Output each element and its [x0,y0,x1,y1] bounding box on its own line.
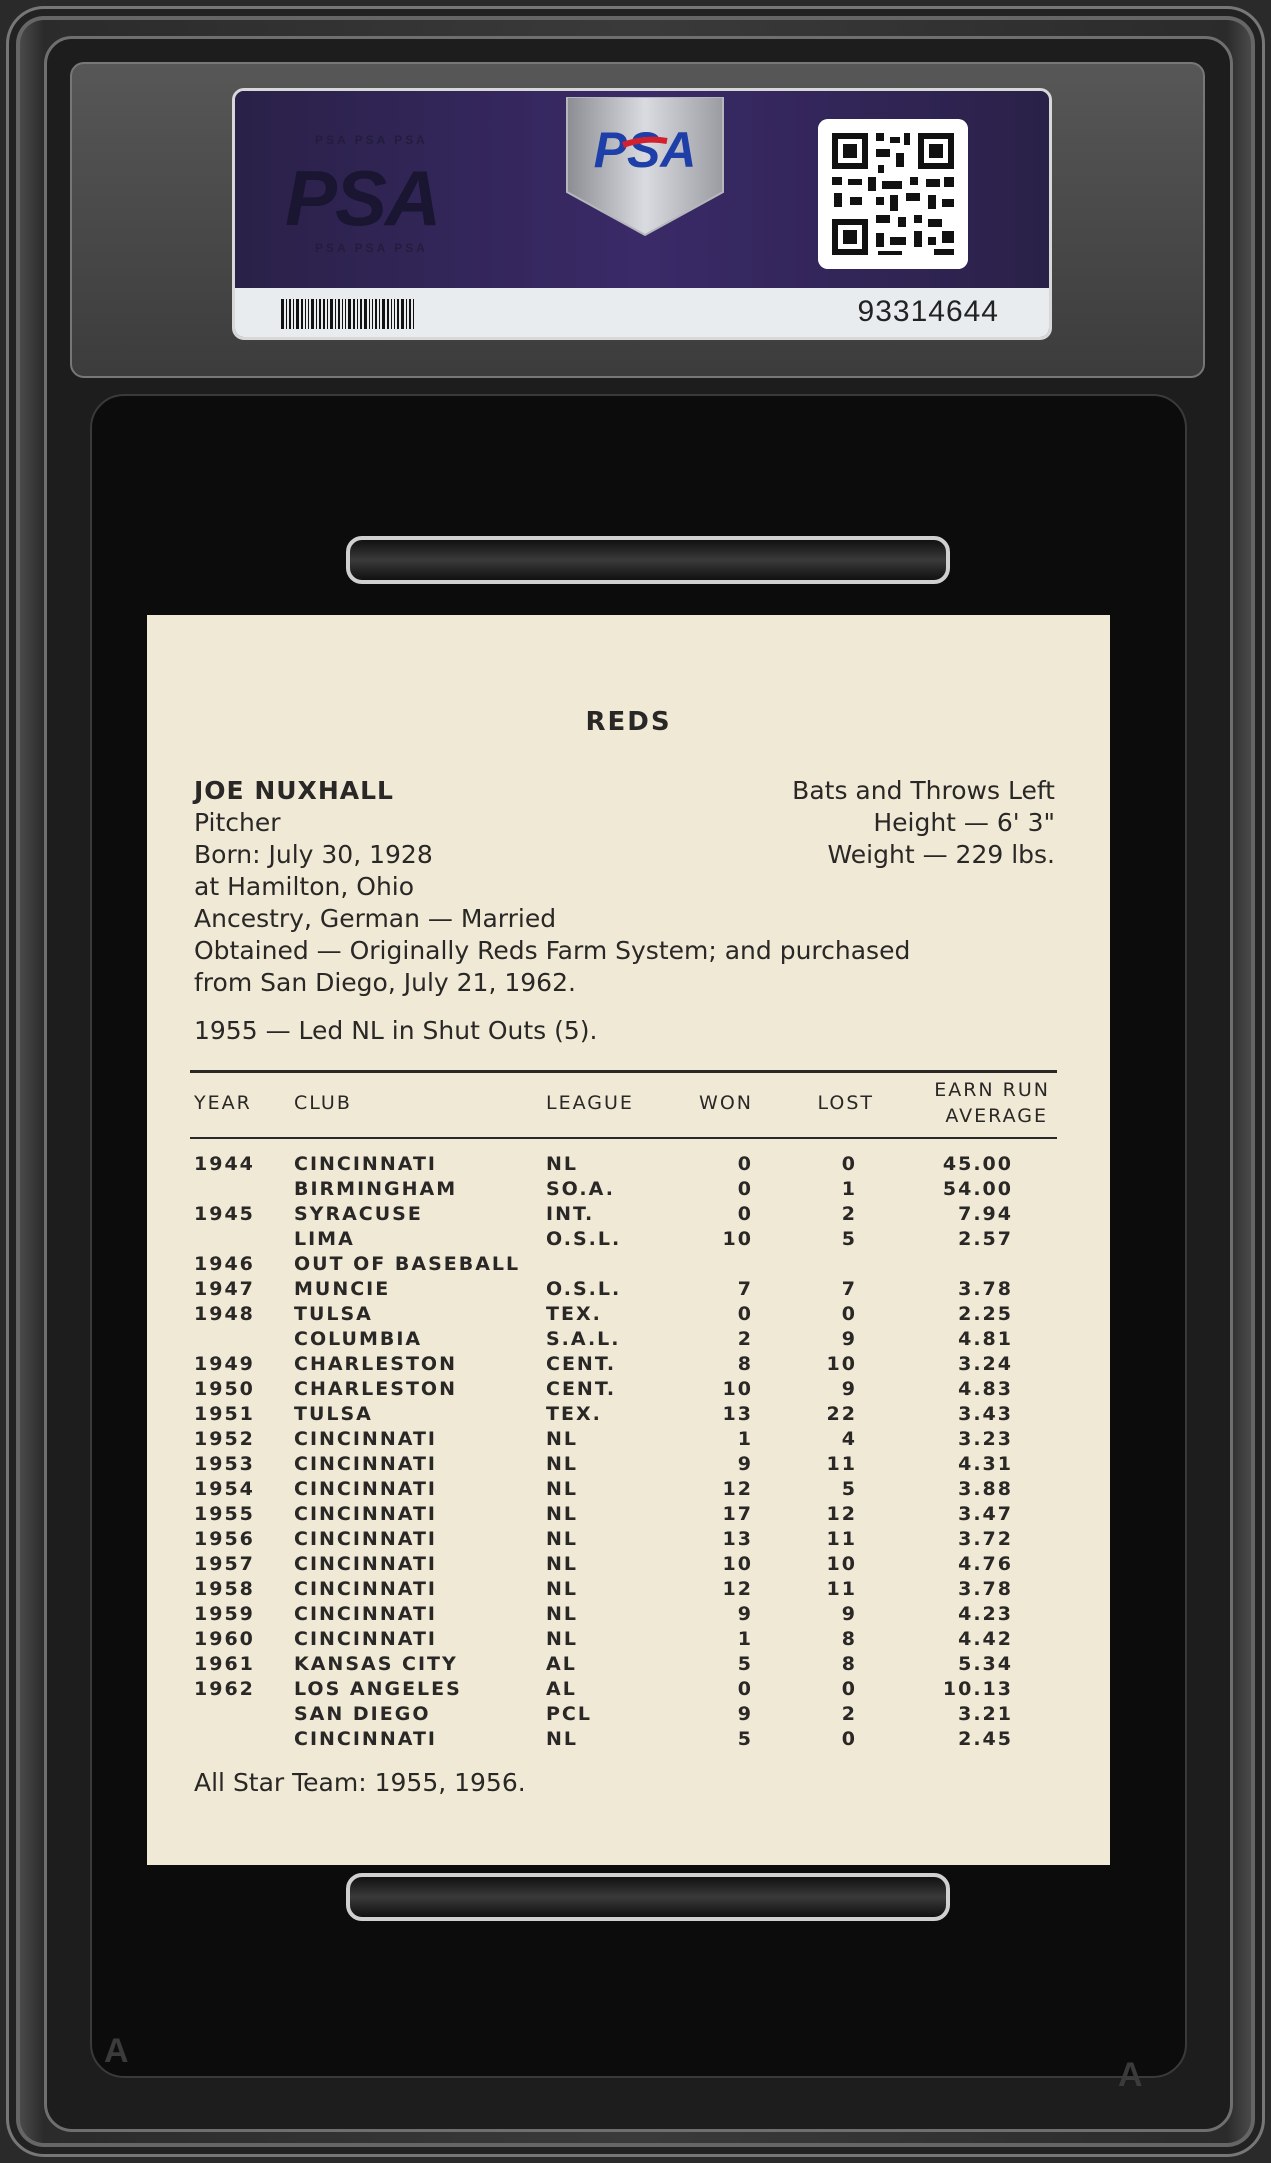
cell-won: 9 [737,1703,753,1725]
ancestry: Ancestry, German — Married [194,904,557,933]
cell-club: CINCINNATI [294,1428,437,1450]
cell-won: 10 [722,1228,753,1250]
cell-league: NL [546,1428,579,1450]
table-row [147,1653,1110,1678]
obtained-line-1: Obtained — Originally Reds Farm System; and purchased [194,936,911,965]
table-row [147,1678,1110,1703]
cell-club: TULSA [294,1403,373,1425]
cell-era: 3.23 [958,1428,1013,1450]
cell-club: CINCINNATI [294,1628,437,1650]
cell-lost: 11 [826,1578,857,1600]
psa-label [232,88,1052,340]
cell-era: 2.57 [958,1228,1013,1250]
cell-club: CINCINNATI [294,1478,437,1500]
barcode-bar [281,299,284,329]
barcode-bar [323,299,325,329]
psa-ghost-pattern: PSA PSA PSA [315,133,428,147]
cell-era: 3.88 [958,1478,1013,1500]
cell-year: 1946 [194,1253,255,1275]
cell-club: CINCINNATI [294,1503,437,1525]
barcode-bar [301,299,303,329]
cell-year: 1954 [194,1478,255,1500]
cell-club: CINCINNATI [294,1528,437,1550]
header-era-2: AVERAGE [945,1105,1048,1127]
slab-mark-right: A [1118,2056,1143,2094]
cell-club: COLUMBIA [294,1328,423,1350]
slab-mark-left: A [104,2032,129,2070]
cell-era: 3.47 [958,1503,1013,1525]
cell-won: 9 [737,1603,753,1625]
cell-club: CINCINNATI [294,1728,437,1750]
cell-league: O.S.L. [546,1278,622,1300]
barcode-bar [311,299,314,329]
cell-won: 2 [737,1328,753,1350]
barcode-bar [308,299,309,329]
table-row [147,1303,1110,1328]
table-row [147,1553,1110,1578]
cell-year: 1949 [194,1353,255,1375]
cell-won: 8 [737,1353,753,1375]
table-row [147,1378,1110,1403]
cell-era: 4.42 [958,1628,1013,1650]
barcode-bar [406,299,407,329]
cell-year: 1945 [194,1203,255,1225]
cell-lost: 5 [841,1478,857,1500]
header-club: CLUB [294,1092,352,1114]
barcode-bar [342,299,343,329]
cell-era: 10.13 [942,1678,1013,1700]
all-star-note: All Star Team: 1955, 1956. [194,1768,526,1797]
table-row [147,1228,1110,1253]
cell-won: 9 [737,1453,753,1475]
weight: Weight — 229 lbs. [827,840,1055,869]
table-row [147,1278,1110,1303]
cell-lost: 9 [841,1603,857,1625]
cell-lost: 8 [841,1653,857,1675]
cell-year: 1958 [194,1578,255,1600]
cell-league: NL [546,1528,579,1550]
birth-place: at Hamilton, Ohio [194,872,415,901]
cell-year: 1956 [194,1528,255,1550]
cell-won: 13 [722,1528,753,1550]
barcode-bar [330,299,333,329]
table-row [147,1578,1110,1603]
cell-year: 1957 [194,1553,255,1575]
barcode-bar [364,299,367,329]
cell-club: OUT OF BASEBALL [294,1253,521,1275]
header-lost: LOST [817,1092,874,1114]
barcode-bar [375,299,377,329]
table-row [147,1728,1110,1753]
psa-shield-logo [565,97,725,237]
cell-era: 4.76 [958,1553,1013,1575]
cell-era: 3.24 [958,1353,1013,1375]
cell-club: CINCINNATI [294,1603,437,1625]
cell-lost: 22 [826,1403,857,1425]
cell-league: TEX. [546,1403,602,1425]
bats-throws: Bats and Throws Left [792,776,1055,805]
cell-year: 1959 [194,1603,255,1625]
table-row [147,1253,1110,1278]
cell-league: SO.A. [546,1178,615,1200]
psa-ghost-logo: PSA [285,154,440,242]
barcode-bar [327,299,328,329]
cell-era: 54.00 [942,1178,1013,1200]
cell-lost: 0 [841,1303,857,1325]
barcode-bar [409,299,411,329]
cell-league: INT. [546,1203,595,1225]
table-row [147,1203,1110,1228]
cell-league: NL [546,1153,579,1175]
cell-era: 4.83 [958,1378,1013,1400]
cell-era: 2.25 [958,1303,1013,1325]
barcode-bar [335,299,336,329]
cell-won: 12 [722,1478,753,1500]
cell-year: 1952 [194,1428,255,1450]
psa-logo-text: PSA [593,122,697,178]
cell-year: 1948 [194,1303,255,1325]
cell-era: 5.34 [958,1653,1013,1675]
barcode-bar [293,299,294,329]
table-top-rule [190,1070,1057,1073]
cell-league: NL [546,1453,579,1475]
cell-league: S.A.L. [546,1328,621,1350]
cell-club: CHARLESTON [294,1353,457,1375]
header-era-1: EARN RUN [934,1079,1050,1101]
barcode-bar [305,299,306,329]
cell-club: LOS ANGELES [294,1678,462,1700]
table-row [147,1153,1110,1178]
cell-era: 45.00 [942,1153,1013,1175]
barcode-bar [296,299,299,329]
cell-lost: 7 [841,1278,857,1300]
career-note: 1955 — Led NL in Shut Outs (5). [194,1016,598,1045]
cell-lost: 9 [841,1328,857,1350]
cell-league: NL [546,1553,579,1575]
barcode-bar [338,299,340,329]
upper-slot [346,536,950,584]
psa-ghost-pattern: PSA PSA PSA [315,241,428,255]
barcode-bar [382,299,385,329]
barcode-bar [289,299,291,329]
cell-club: CINCINNATI [294,1153,437,1175]
cell-year: 1955 [194,1503,255,1525]
barcode [281,299,414,329]
barcode-bar [348,299,351,329]
barcode-bar [413,299,414,329]
cell-lost: 10 [826,1353,857,1375]
cell-year: 1961 [194,1653,255,1675]
player-name: JOE NUXHALL [194,776,394,805]
barcode-bar [286,299,287,329]
cell-club: BIRMINGHAM [294,1178,458,1200]
cell-era: 7.94 [958,1203,1013,1225]
barcode-bar [372,299,373,329]
cell-club: SAN DIEGO [294,1703,431,1725]
card-back [147,615,1110,1865]
cell-lost: 8 [841,1628,857,1650]
cell-league: NL [546,1578,579,1600]
cell-era: 3.43 [958,1403,1013,1425]
cell-year: 1962 [194,1678,255,1700]
cell-era: 4.23 [958,1603,1013,1625]
cell-lost: 5 [841,1228,857,1250]
lower-slot [346,1873,950,1921]
barcode-bar [316,299,317,329]
cell-club: KANSAS CITY [294,1653,458,1675]
cell-era: 3.72 [958,1528,1013,1550]
cell-won: 0 [737,1678,753,1700]
table-row [147,1503,1110,1528]
cell-lost: 0 [841,1728,857,1750]
cert-number: 93314644 [857,295,999,328]
cell-league: NL [546,1728,579,1750]
cell-year: 1944 [194,1153,255,1175]
cell-club: CINCINNATI [294,1578,437,1600]
cell-won: 5 [737,1653,753,1675]
cell-club: CHARLESTON [294,1378,457,1400]
barcode-bar [387,299,389,329]
barcode-bar [357,299,358,329]
table-header-rule [190,1137,1057,1139]
cell-league: NL [546,1603,579,1625]
table-row [147,1353,1110,1378]
barcode-bar [397,299,399,329]
cell-league: TEX. [546,1303,602,1325]
table-row [147,1178,1110,1203]
cell-lost: 4 [841,1428,857,1450]
cell-lost: 1 [841,1178,857,1200]
cell-won: 10 [722,1553,753,1575]
header-league: LEAGUE [546,1092,634,1114]
cell-lost: 11 [826,1453,857,1475]
barcode-bar [401,299,404,329]
table-row [147,1403,1110,1428]
cell-club: LIMA [294,1228,355,1250]
cell-club: TULSA [294,1303,373,1325]
cell-league: NL [546,1628,579,1650]
barcode-bar [345,299,346,329]
barcode-bar [319,299,321,329]
cell-era: 3.21 [958,1703,1013,1725]
table-row [147,1478,1110,1503]
table-row [147,1603,1110,1628]
cell-lost: 9 [841,1378,857,1400]
birth-date: Born: July 30, 1928 [194,840,433,869]
cell-era: 2.45 [958,1728,1013,1750]
table-row [147,1453,1110,1478]
cell-lost: 2 [841,1203,857,1225]
cell-year: 1960 [194,1628,255,1650]
cell-league: AL [546,1678,577,1700]
barcode-bar [394,299,395,329]
cell-league: NL [546,1503,579,1525]
cell-won: 0 [737,1303,753,1325]
cell-league: AL [546,1653,577,1675]
cell-year: 1947 [194,1278,255,1300]
cell-won: 5 [737,1728,753,1750]
player-position: Pitcher [194,808,281,837]
cell-won: 0 [737,1178,753,1200]
cell-lost: 2 [841,1703,857,1725]
cell-club: SYRACUSE [294,1203,423,1225]
cell-won: 7 [737,1278,753,1300]
cell-league: O.S.L. [546,1228,622,1250]
cell-year: 1951 [194,1403,255,1425]
table-row [147,1328,1110,1353]
team-name: REDS [585,707,672,737]
barcode-bar [391,299,392,329]
cell-won: 13 [722,1403,753,1425]
barcode-bar [369,299,370,329]
cell-lost: 10 [826,1553,857,1575]
header-year: YEAR [194,1092,252,1114]
cell-era: 3.78 [958,1278,1013,1300]
barcode-bar [360,299,362,329]
cell-won: 17 [722,1503,753,1525]
cell-lost: 0 [841,1153,857,1175]
table-row [147,1528,1110,1553]
cell-era: 4.31 [958,1453,1013,1475]
cell-lost: 12 [826,1503,857,1525]
cell-era: 4.81 [958,1328,1013,1350]
cell-club: MUNCIE [294,1278,391,1300]
table-row [147,1628,1110,1653]
barcode-bar [379,299,380,329]
cell-league: PCL [546,1703,592,1725]
table-row [147,1703,1110,1728]
cell-league: CENT. [546,1378,617,1400]
cell-won: 1 [737,1628,753,1650]
qr-code-icon[interactable] [818,119,968,269]
cell-league: CENT. [546,1353,617,1375]
cell-league: NL [546,1478,579,1500]
cell-won: 0 [737,1153,753,1175]
cell-won: 12 [722,1578,753,1600]
cell-won: 1 [737,1428,753,1450]
obtained-line-2: from San Diego, July 21, 1962. [194,968,576,997]
cell-lost: 0 [841,1678,857,1700]
cell-won: 10 [722,1378,753,1400]
height: Height — 6' 3" [873,808,1055,837]
cell-won: 0 [737,1203,753,1225]
cell-club: CINCINNATI [294,1553,437,1575]
cell-lost: 11 [826,1528,857,1550]
cell-year: 1950 [194,1378,255,1400]
header-won: WON [699,1092,753,1114]
cell-year: 1953 [194,1453,255,1475]
cell-club: CINCINNATI [294,1453,437,1475]
barcode-bar [353,299,355,329]
table-row [147,1428,1110,1453]
cell-era: 3.78 [958,1578,1013,1600]
